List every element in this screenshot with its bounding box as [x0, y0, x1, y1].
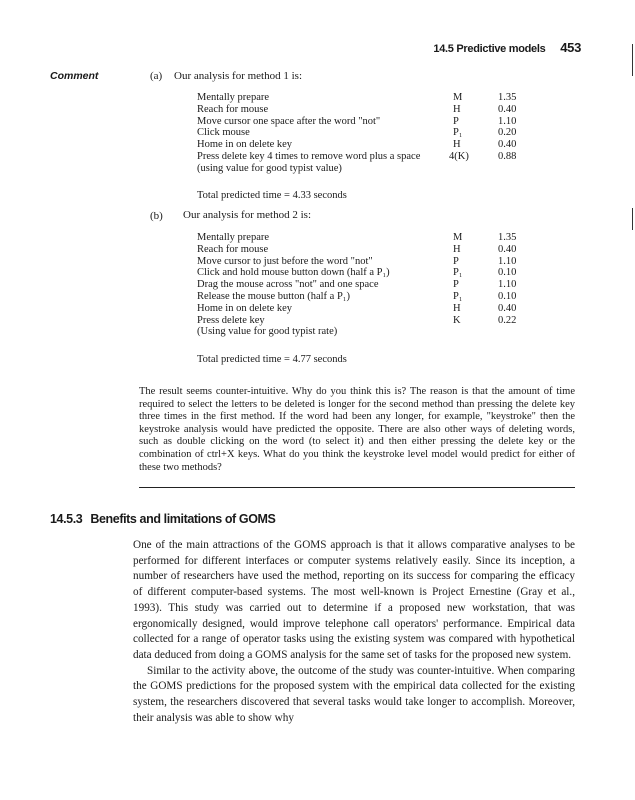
row-time: 0.22 [498, 314, 517, 326]
row-time: 0.40 [498, 103, 517, 115]
table-row [197, 139, 527, 151]
row-description: (using value for good typist value) [197, 162, 342, 174]
row-description: Click and hold mouse button down (half a P₁) [197, 267, 390, 279]
row-description: Mentally prepare [197, 92, 270, 103]
page-number: 453 [560, 40, 581, 55]
row-operator: P₁ [453, 290, 463, 302]
row-operator: P [453, 279, 459, 291]
row-time: 1.35 [498, 232, 517, 243]
section-number: 14.5.3 [50, 512, 83, 526]
part-b-table [197, 232, 527, 338]
table-row [197, 267, 527, 279]
running-header [433, 40, 581, 55]
row-time: 1.10 [498, 255, 517, 267]
body-paragraph: Similar to the activity above, the outcome of the study was counter-intuitive. When comparing the GOMS predictions for the proposed system with the empirical data collected for the existing system, the researchers discovered that several tasks would take longer to accomplish. Moreover, their analysis was able to show why [133, 664, 575, 724]
row-time: 0.40 [498, 243, 517, 255]
row-operator: K [453, 314, 461, 326]
row-description: Click mouse [197, 127, 250, 139]
table-row [197, 315, 527, 327]
comment-paragraph: The result seems counter-intuitive. Why do you think this is? The reason is that the amount of time required to select the letters to be deleted is longer for the second method than pressing the delete key three times in the first method. If the word had been any longer, for example, "keystroke" then the keystroke analysis would have predicted the opposite. There are also other ways of deleting words, such as double clicking on the word (to select it) and then either pressing the delete key or the combination of ctrl+X keys. What do you think the keystroke level model would predict for either of these two methods? [139, 386, 575, 473]
part-b-intro: Our analysis for method 2 is: [183, 209, 312, 221]
body-paragraph: One of the main attractions of the GOMS approach is that it allows comparative analyses to be performed for different interfaces or computer systems relatively easily. Since its inception, a number of researchers have used the method, reporting on its success for comparing the efficacy of different computer-based systems. The most well-known is Project Ernestine (Gray et al., 1993). This study was carried out to determine if a proposed new workstation, that was ergonomically designed, would improve telephone call operators' performance. Empirical data collected for a range of operator tasks using the existing system was compared with hypothetical data deduced from doing a GOMS analysis for the same set of tasks for the proposed new system. [133, 539, 575, 661]
row-operator: M [453, 232, 463, 243]
row-description: Reach for mouse [197, 243, 269, 255]
part-b-total: Total predicted time = 4.77 seconds [197, 354, 347, 365]
row-description: (Using value for good typist rate) [197, 326, 338, 338]
row-operator: H [453, 243, 461, 255]
table-row [197, 291, 527, 303]
part-a-label: (a) [150, 70, 163, 82]
row-description: Reach for mouse [197, 103, 269, 115]
row-time: 1.10 [498, 115, 517, 127]
section-title: Benefits and limitations of GOMS [90, 512, 276, 526]
row-time: 0.88 [498, 150, 517, 162]
row-description: Release the mouse button (half a P₁) [197, 290, 350, 302]
comment-rule [139, 487, 575, 488]
table-row [197, 303, 527, 315]
part-a-total: Total predicted time = 4.33 seconds [197, 190, 347, 201]
margin-bar [632, 208, 633, 230]
part-b-label: (b) [150, 210, 163, 222]
row-operator: P [453, 115, 459, 127]
table-row [197, 163, 527, 175]
row-operator: H [453, 139, 461, 151]
row-description: Press delete key 4 times to remove word plus a space [197, 150, 421, 162]
table-row [197, 256, 527, 268]
row-description: Press delete key [197, 314, 265, 326]
row-time: 0.20 [498, 127, 517, 139]
part-a-table [197, 92, 527, 175]
row-operator: M [453, 92, 463, 103]
header-section: 14.5 [433, 43, 454, 55]
row-description: Move cursor to just before the word "not" [197, 255, 373, 267]
table-row [197, 279, 527, 291]
header-title: Predictive models [456, 43, 546, 55]
row-time: 1.35 [498, 92, 517, 103]
row-time: 0.10 [498, 267, 517, 279]
row-description: Mentally prepare [197, 232, 270, 243]
row-description: Home in on delete key [197, 302, 293, 314]
row-time: 0.40 [498, 302, 517, 314]
row-time: 0.40 [498, 139, 517, 151]
body-text [133, 538, 575, 726]
margin-label-comment: Comment [50, 70, 99, 82]
row-operator: P₁ [453, 127, 463, 139]
section-heading [50, 512, 276, 526]
table-row [197, 127, 527, 139]
table-row [197, 104, 527, 116]
row-time: 0.10 [498, 290, 517, 302]
row-operator: H [453, 103, 461, 115]
table-row [197, 92, 527, 104]
row-operator: P₁ [453, 267, 463, 279]
row-description: Drag the mouse across "not" and one space [197, 279, 379, 291]
table-row [197, 326, 527, 338]
table-row [197, 232, 527, 244]
part-a-intro: Our analysis for method 1 is: [174, 70, 303, 82]
table-row [197, 116, 527, 128]
row-operator: H [453, 302, 461, 314]
table-row [197, 244, 527, 256]
row-description: Home in on delete key [197, 139, 293, 151]
table-row [197, 151, 527, 163]
margin-bar [632, 44, 633, 76]
row-operator: 4(K) [449, 150, 469, 162]
row-operator: P [453, 255, 459, 267]
row-time: 1.10 [498, 279, 517, 291]
row-description: Move cursor one space after the word "not" [197, 115, 381, 127]
